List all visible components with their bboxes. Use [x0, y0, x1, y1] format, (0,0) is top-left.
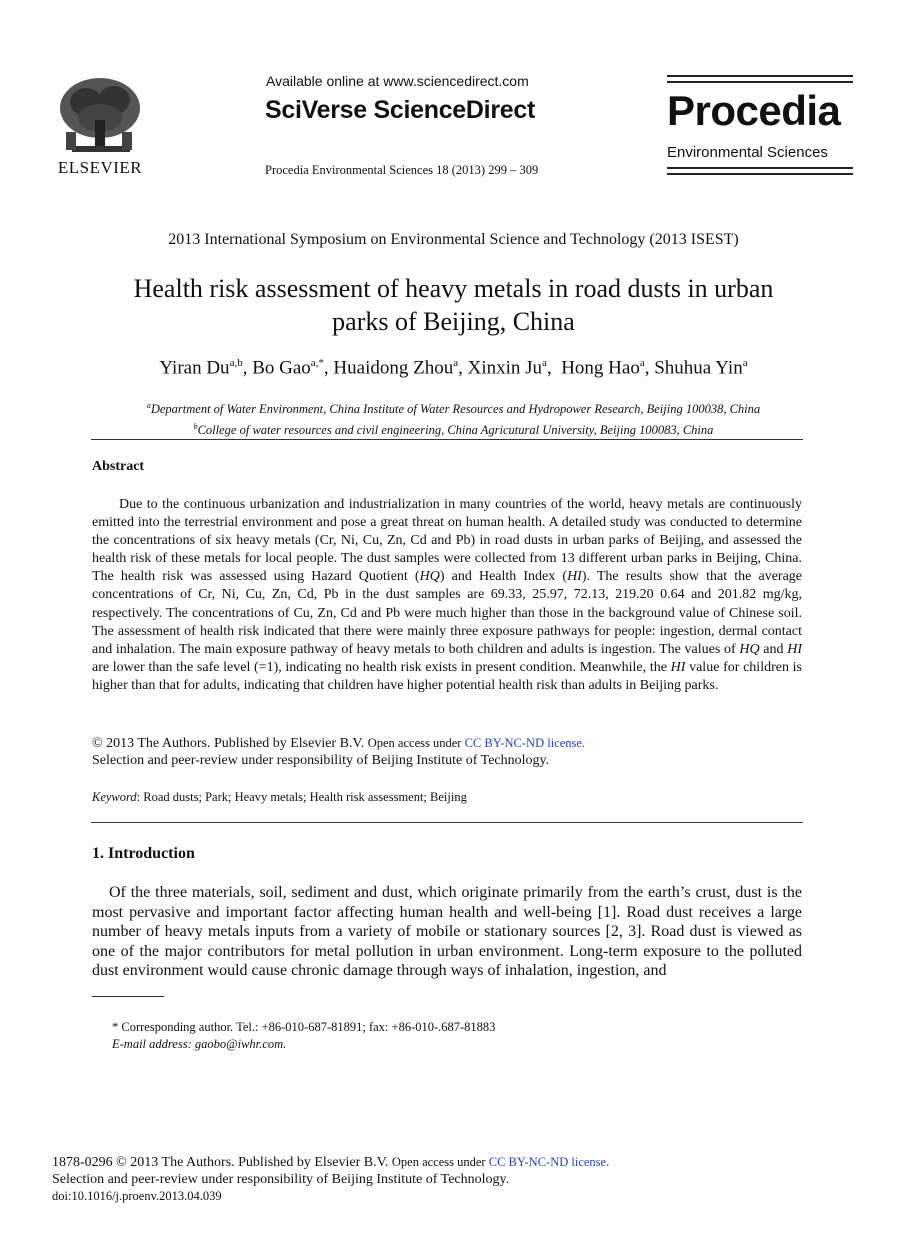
footnote [112, 1019, 495, 1053]
introduction-body: Of the three materials, soil, sediment and dust, which originate primarily from the earth’s crust, dust is the most pervasive and important factor affecting human health and well-being [1]. Road dust receives a large number of heavy metals inputs from a variety of mobile or stationary sources [2, 3]. Road dust is viewed as one of the major contributors for metal pollution in urban environment. Long-term exposure to the polluted dust environment would cause chronic damage through ways of inhalation, ingestion, and [92, 884, 802, 979]
affiliations [0, 397, 907, 439]
abstract-heading: Abstract [92, 459, 145, 474]
conference-name: 2013 International Symposium on Environmental Science and Technology (2013 ISEST) [168, 231, 739, 248]
paper-title-line-2: parks of Beijing, China [332, 307, 575, 336]
author-affiliation-mark: a,b [229, 357, 243, 369]
keywords: Keyword: Road dusts; Park; Heavy metals; Health risk assessment; Beijing [92, 790, 467, 804]
sciverse-sciencedirect-logo: SciVerse ScienceDirect [265, 96, 535, 124]
author-name: Xinxin Ju [467, 357, 543, 379]
email-address: E-mail address: gaobo@iwhr.com. [112, 1037, 287, 1051]
author-name: Bo Gao [252, 357, 311, 379]
author-name: Hong Hao [561, 357, 640, 379]
page-footer: 1878-0296 © 2013 The Authors. Published by Elsevier B.V. Open access under CC BY-NC-ND license. Selection and peer-review under responsibility of Beijing Institute of Technology. doi:10.1016/j.proenv.2013.04.039 [52, 1155, 610, 1203]
divider [91, 439, 803, 440]
author-name: Huaidong Zhou [333, 357, 454, 379]
copyright-notice: © 2013 The Authors. Published by Elsevier B.V. Open access under CC BY-NC-ND license. Selection and peer-review under responsibility of Beijing Institute of Technology. [92, 736, 586, 768]
elsevier-wordmark: ELSEVIER [57, 158, 143, 177]
paper-title [60, 272, 847, 338]
license-link[interactable]: CC BY-NC-ND license. [464, 736, 586, 750]
available-online-text: Available online at www.sciencedirect.com [266, 73, 529, 89]
introduction-heading: 1. Introduction [92, 845, 195, 862]
author-list: Yiran Du$^{a,b}$, Bo Gao$^{a,*}$, Huaidong Zhou$^a$, Xinxin Ju$^a$, Hong Hao$^a$, Shuhua Yin$^a$ [159, 357, 748, 379]
divider [91, 822, 803, 823]
doi[interactable]: doi:10.1016/j.proenv.2013.04.039 [52, 1189, 222, 1203]
paper-title-line-1: Health risk assessment of heavy metals in road dusts in urban [133, 274, 774, 303]
journal-reference: Procedia Environmental Sciences 18 (2013) 299 – 309 [265, 163, 539, 177]
affiliation-item: $^a$Department of Water Environment, China Institute of Water Resources and Hydropower Research, Beijing 100038, China [146, 401, 761, 417]
author-affiliation-mark: a,* [310, 357, 324, 369]
abstract-body: Due to the continuous urbanization and industrialization in many countries of the world, heavy metals are continuously emitted into the terrestrial environment and pose a great threat on human health. A detailed study was conducted to determine the concentrations of six heavy metals (Cr, Ni, Cu, Zn, Cd and Pb) in road dusts in urban parks of Beijing, and assessed the health risk of these metals for local people. The dust samples were collected from 13 different urban parks in Beijing, China. The health risk was assessed using Hazard Quotient (HQ) and Health Index (HI). The results show that the average concentrations of Cr, Ni, Cu, Zn, Cd, Pb in the dust samples are 69.33, 25.97, 72.13, 219.20 0.64 and 201.82 mg/kg, respectively. The concentrations of Cu, Zn, Cd and Pb were much higher than those in the background value of Chinese soil. The assessment of health risk indicated that there were mainly three exposure pathways for people: ingestion, dermal contact and inhalation. The main exposure pathway of heavy metals to both children and adults is ingestion. The values of HQ and HI are lower than the safe level (=1), indicating no health risk exists in present condition. Meanwhile, the HI value for children is higher than that for adults, indicating that children have higher potential health risk than adults in Beijing parks. [92, 497, 802, 693]
corresponding-author: * Corresponding author. Tel.: +86-010-687-81891; fax: +86-010-.687-81883 [112, 1020, 496, 1034]
author-affiliation-mark: a [453, 357, 459, 369]
author-affiliation-mark: a [542, 357, 547, 369]
author-affiliation-mark: a [742, 357, 748, 369]
procedia-journal-logo [667, 75, 853, 175]
author-name: Yiran Du [159, 357, 230, 379]
footnote-divider [92, 996, 164, 997]
procedia-subtitle: Environmental Sciences [667, 144, 828, 161]
procedia-title: Procedia [667, 87, 841, 134]
author-name: Shuhua Yin [654, 357, 743, 379]
license-link[interactable]: CC BY-NC-ND license. [488, 1155, 610, 1169]
author-affiliation-mark: a [639, 357, 645, 369]
affiliation-item: $^b$College of water resources and civil engineering, China Agricutural University, Beijing 100083, China [193, 422, 714, 438]
